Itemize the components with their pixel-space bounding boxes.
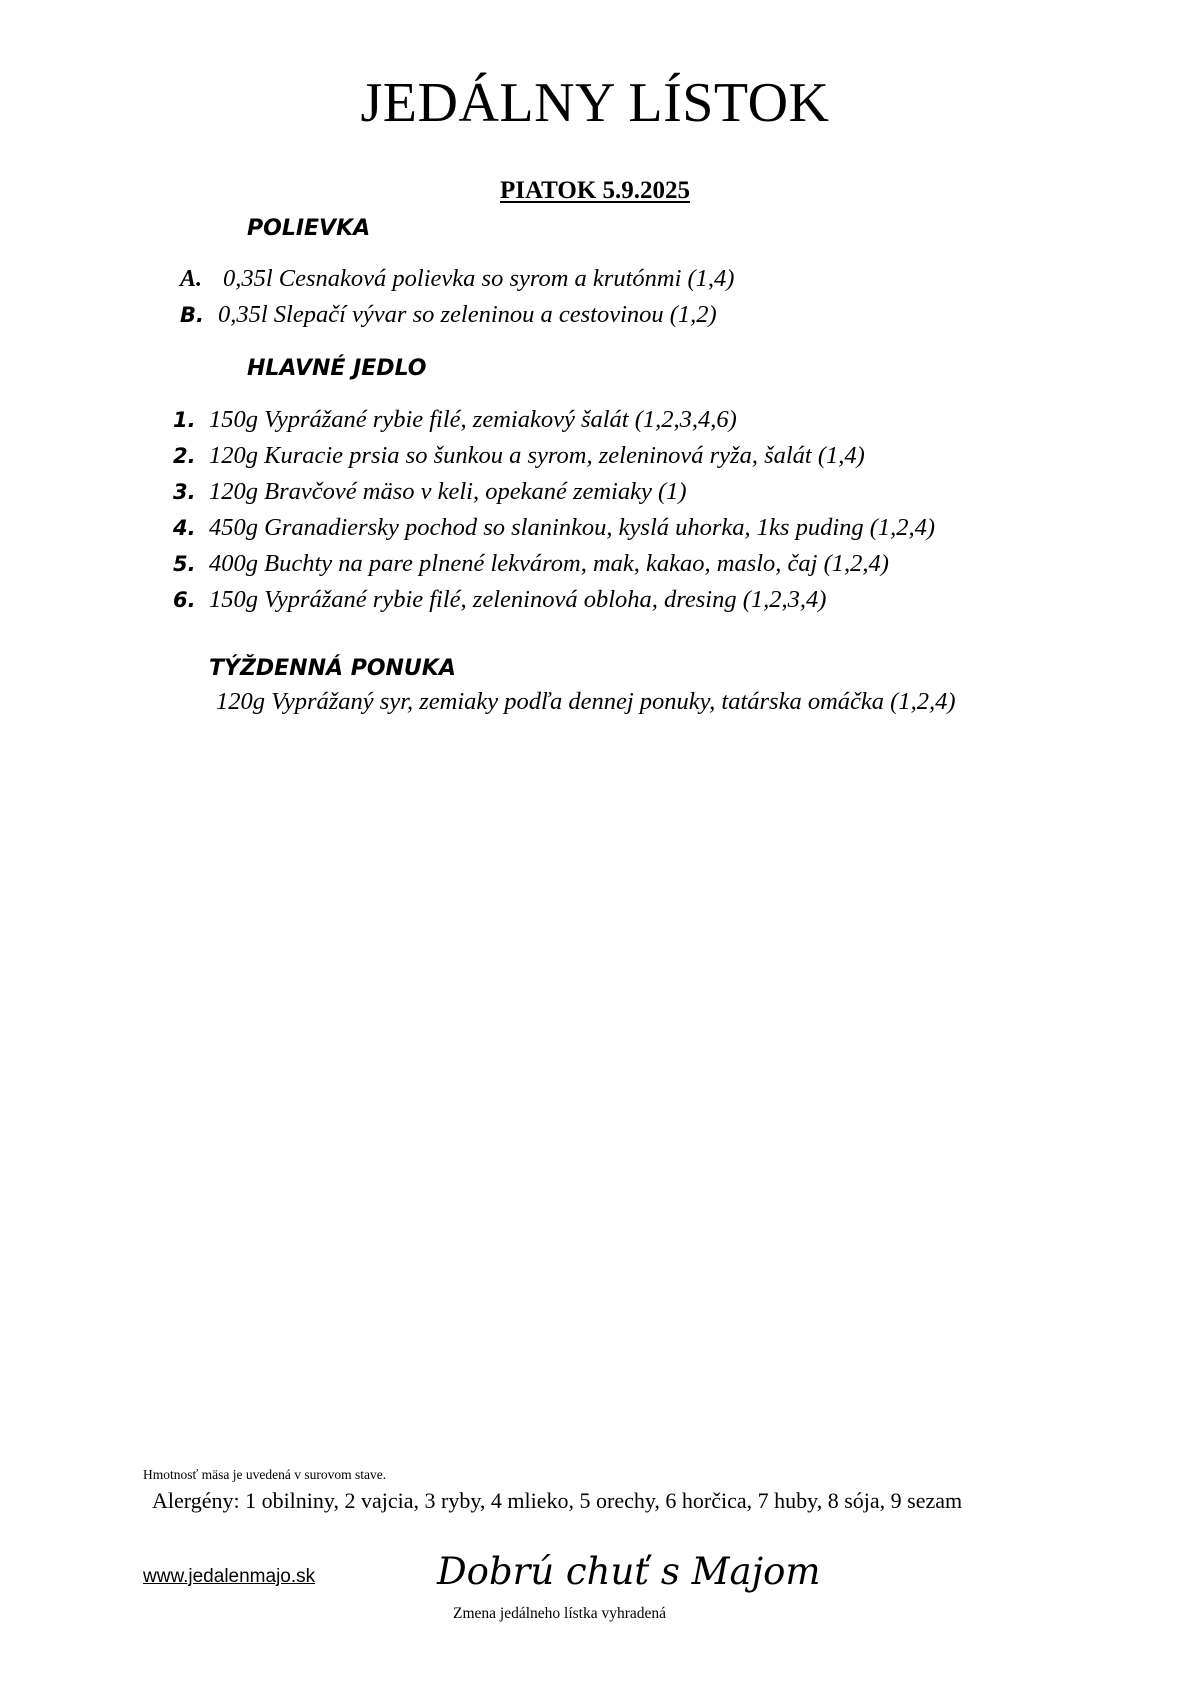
main-item-5	[173, 549, 889, 579]
weekly-heading: TÝŽDENNÁ PONUKA	[209, 656, 456, 681]
soup-item-a	[180, 264, 734, 294]
main-item-4	[173, 513, 935, 543]
slogan: Dobrú chuť s Majom	[437, 1550, 821, 1593]
main-item-2	[173, 441, 865, 471]
main-item-marker: 5.	[173, 552, 196, 576]
main-item-6	[173, 585, 826, 615]
website-link[interactable]: www.jedalenmajo.sk	[143, 1566, 316, 1587]
main-item-text: 120g Kuracie prsia so šunkou a syrom, zeleninová ryža, šalát (1,4)	[209, 442, 865, 469]
main-item-text: 450g Granadiersky pochod so slaninkou, kyslá uhorka, 1ks puding (1,2,4)	[209, 514, 936, 541]
main-item-marker: 3.	[173, 480, 196, 504]
main-item-marker: 1.	[173, 408, 196, 432]
main-item-text: 150g Vyprážané rybie filé, zemiakový šalát (1,2,3,4,6)	[209, 406, 737, 433]
soup-item-text: 0,35l Slepačí vývar so zeleninou a cestovinou (1,2)	[218, 301, 717, 328]
soup-item-marker: B.	[180, 303, 204, 327]
weekly-item: 120g Vyprážaný syr, zemiaky podľa dennej ponuky, tatárska omáčka (1,2,4)	[216, 688, 956, 715]
main-heading: HLAVNÉ JEDLO	[247, 356, 427, 381]
main-item-marker: 2.	[173, 444, 196, 468]
main-item-marker: 4.	[173, 516, 196, 540]
soup-item-b	[180, 300, 717, 330]
meat-weight-note: Hmotnosť mäsa je uvedená v surovom stave.	[143, 1467, 387, 1482]
main-item-3	[173, 477, 687, 507]
menu-change-note: Zmena jedálneho lístka vyhradená	[453, 1605, 667, 1622]
soup-item-marker: A.	[180, 266, 203, 292]
page-title: JEDÁLNY LÍSTOK	[360, 72, 830, 134]
main-item-1	[173, 405, 737, 435]
main-item-text: 400g Buchty na pare plnené lekvárom, mak, kakao, maslo, čaj (1,2,4)	[209, 550, 889, 577]
main-item-marker: 6.	[173, 588, 196, 612]
allergens-list: Alergény: 1 obilniny, 2 vajcia, 3 ryby, 4 mlieko, 5 orechy, 6 horčica, 7 huby, 8 sója, 9 sezam	[152, 1488, 963, 1513]
menu-date: PIATOK 5.9.2025	[499, 177, 691, 204]
soup-item-text: 0,35l Cesnaková polievka so syrom a krutónmi (1,4)	[223, 265, 735, 292]
main-item-text: 120g Bravčové mäso v keli, opekané zemiaky (1)	[209, 478, 687, 505]
main-item-text: 150g Vyprážané rybie filé, zeleninová obloha, dresing (1,2,3,4)	[209, 586, 827, 613]
soup-heading: POLIEVKA	[247, 216, 371, 241]
